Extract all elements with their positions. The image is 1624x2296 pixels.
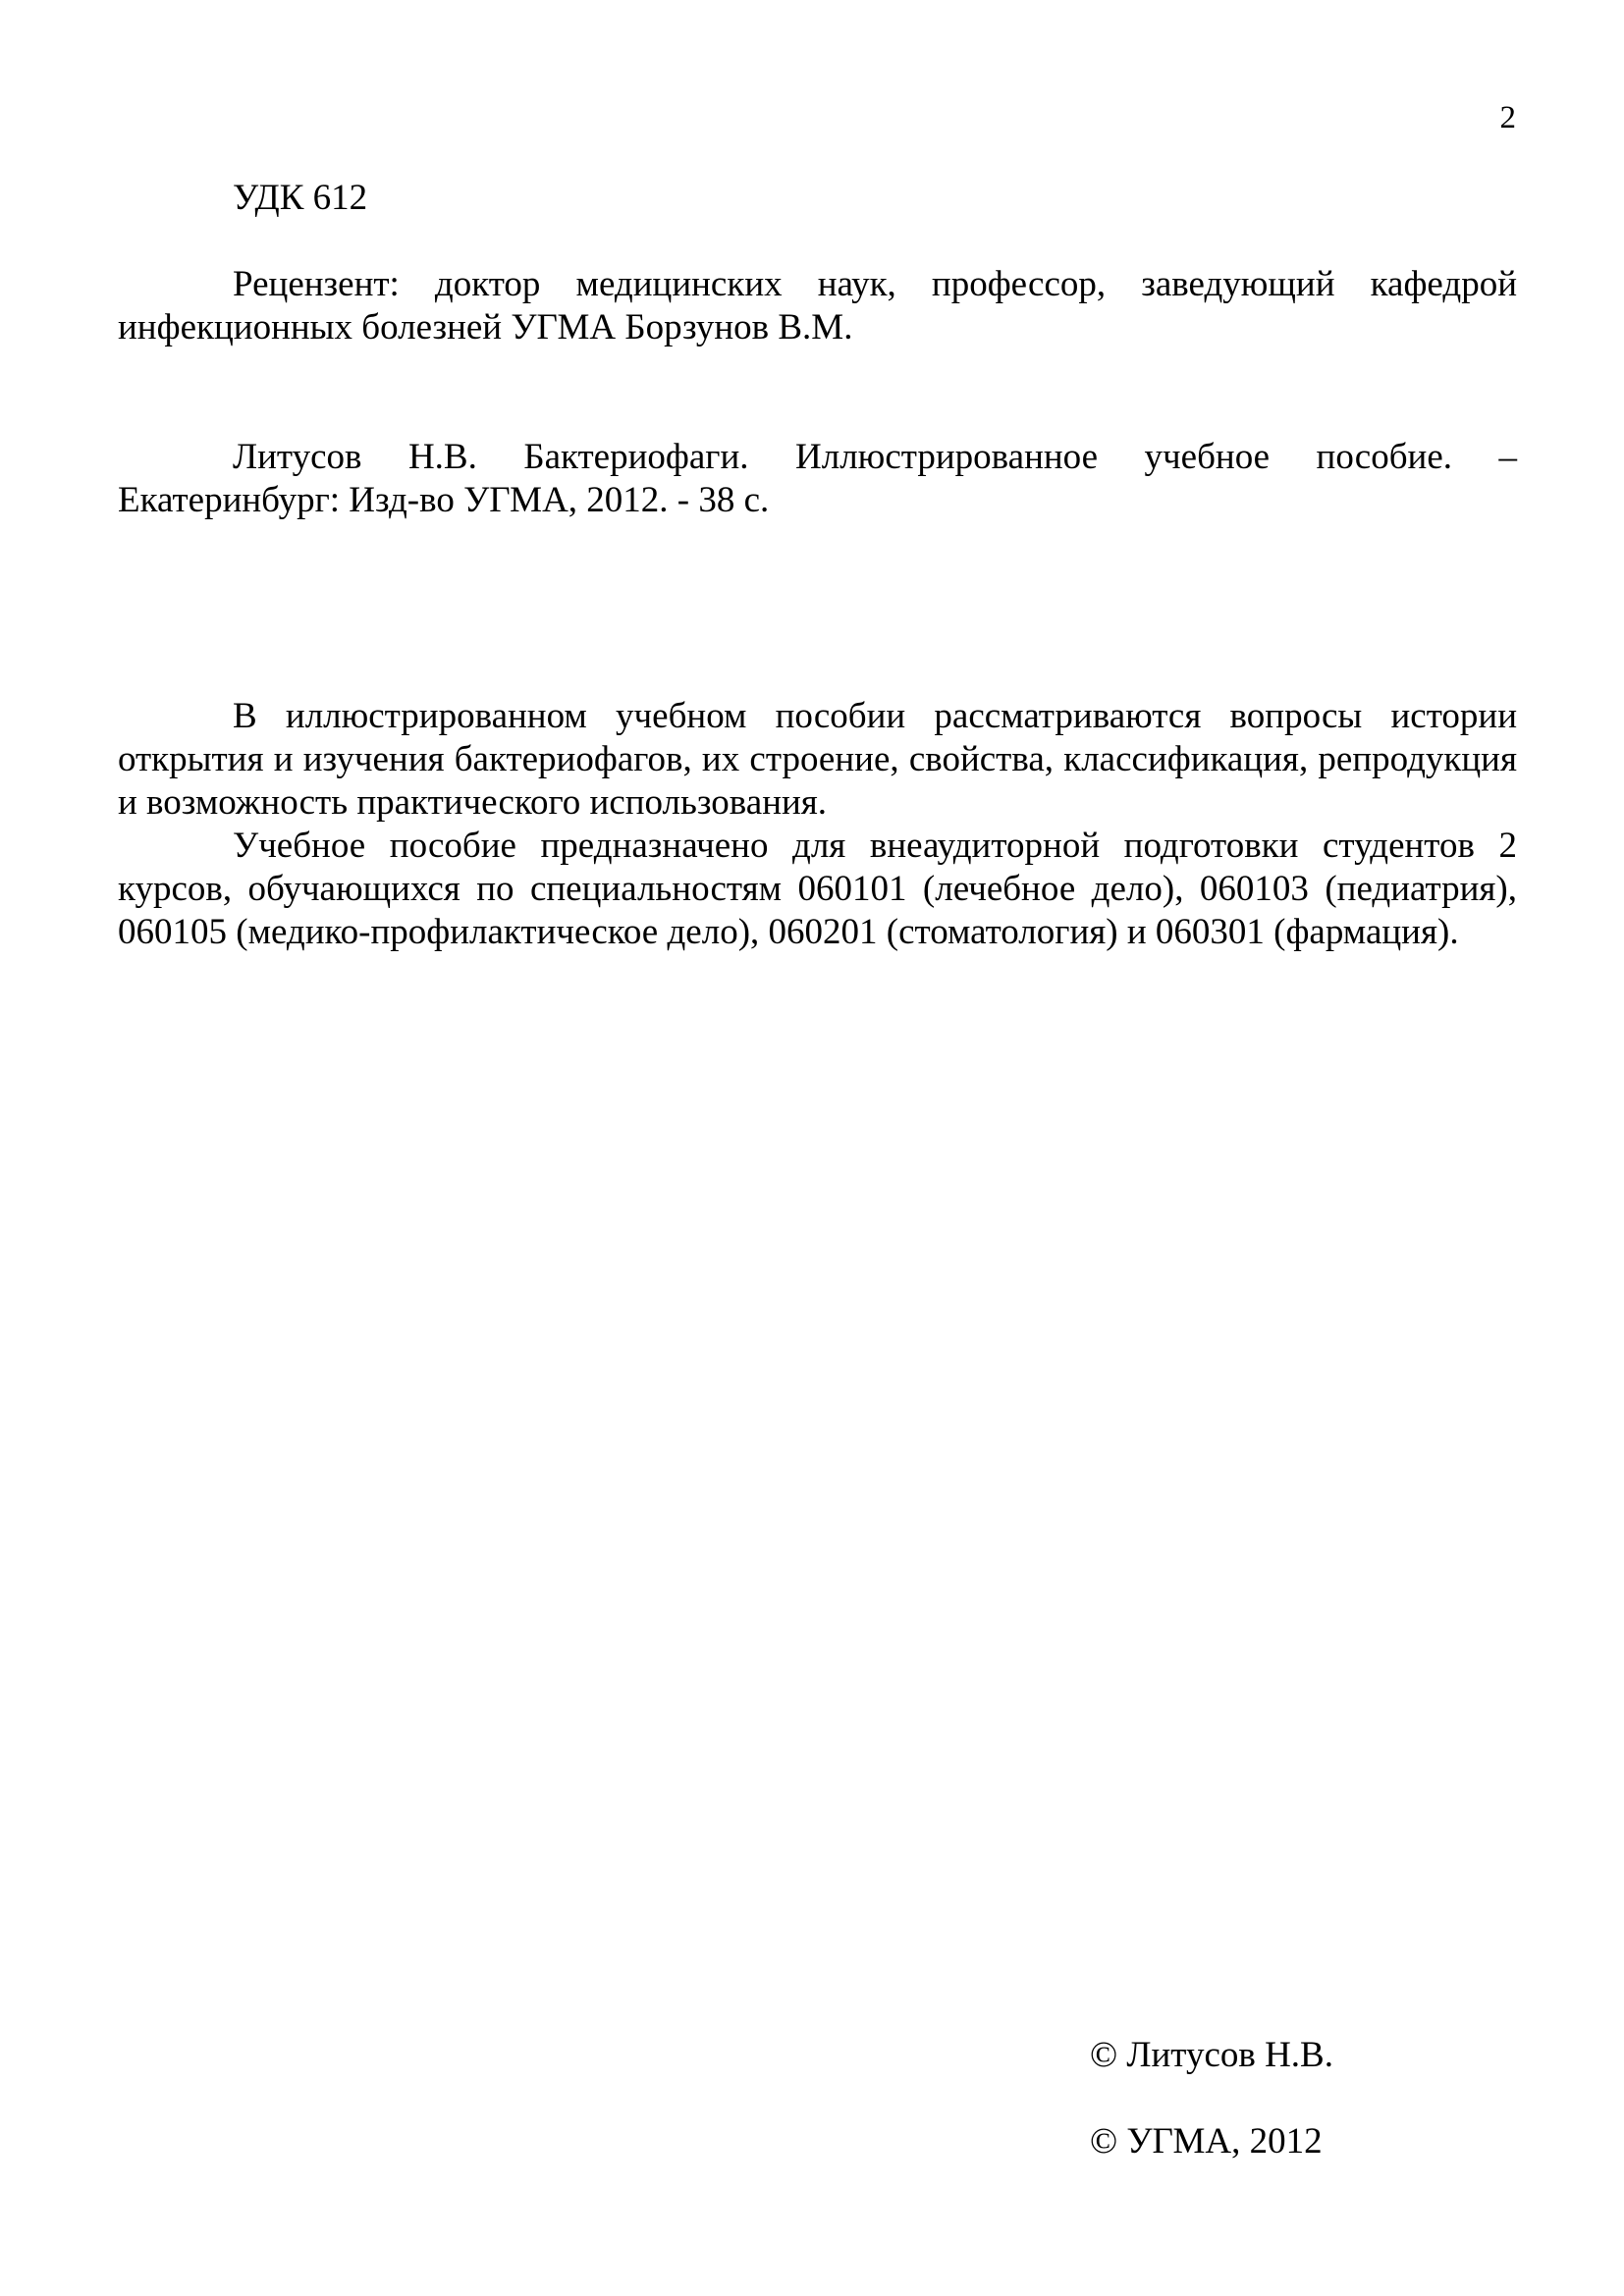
copyright-block	[1090, 2034, 1333, 2207]
reviewer-statement: Рецензент: доктор медицинских наук, профессор, заведующий кафедрой инфекционных болезней УГМА Борзунов В.М.	[118, 264, 1517, 347]
annotation	[118, 695, 1517, 954]
udk-code: УДК 612	[233, 178, 368, 218]
copyright-publisher: © УГМА, 2012	[1090, 2121, 1323, 2162]
page-number: 2	[1499, 100, 1516, 135]
page-content	[118, 177, 1517, 954]
annotation-paragraph: Учебное пособие предназначено для внеаудиторной подготовки студентов 2 курсов, обучающихся по специальностям 060101 (лечебное дело), 060103 (педиатрия), 060105 (медико-профилактическое дело), 060201 (стоматология) и 060301 (фармация).	[118, 826, 1517, 952]
annotation-paragraph: В иллюстрированном учебном пособии рассматриваются вопросы истории открытия и изучения бактериофагов, их строение, свойства, классификация, репродукция и возможность практического использования.	[118, 696, 1517, 823]
bibliographic-citation: Литусов Н.В. Бактериофаги. Иллюстрированное учебное пособие. – Екатеринбург: Изд-во УГМА, 2012. - 38 с.	[118, 437, 1517, 520]
copyright-author: © Литусов Н.В.	[1090, 2035, 1333, 2075]
